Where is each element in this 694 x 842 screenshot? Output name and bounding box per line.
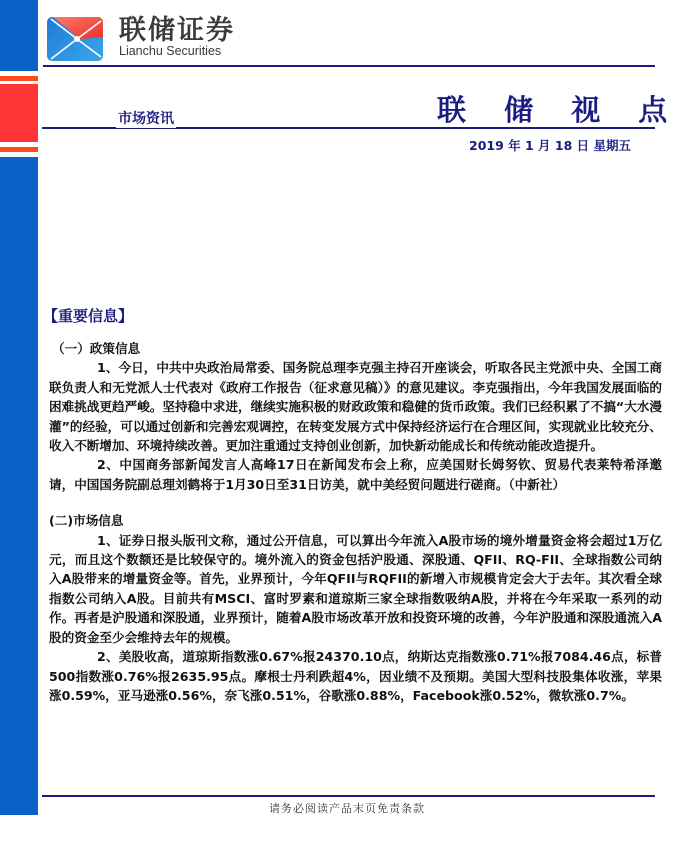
important-info-heading: 【重要信息】: [43, 307, 134, 325]
brand-name-en: Lianchu Securities: [119, 44, 222, 58]
policy-item-2: 2、中国商务部新闻发言人高峰17日在新闻发布会上称，应美国财长姆努钦、贸易代表莱特希泽邀请，中国国务院副总理刘鹤将于1月30日至31日访美，就中美经贸问题进行磋商。（中新社）: [49, 457, 662, 492]
footer-divider: [42, 795, 655, 797]
market-info-heading: (二)市场信息: [49, 513, 124, 529]
sidebar-red-block: [0, 84, 38, 142]
spacer: [40, 494, 662, 511]
lianchu-logo-icon: [47, 17, 103, 61]
sidebar-orange-stripe-1: [0, 76, 38, 81]
footer-disclaimer: 请务必阅读产品末页免责条款: [269, 802, 425, 815]
policy-info-heading: （一）政策信息: [52, 341, 141, 356]
market-item-2: 2、美股收高，道琼斯指数涨0.67%报24370.10点，纳斯达克指数涨0.71%报7084.46点，标普500指数涨0.76%报2635.95点。摩根士丹利跌超4%，因业绩不及预期。美国大型科技股集体收涨，苹果涨0.59%，亚马逊涨0.56%，奈飞涨0.51%，谷歌涨0.88%，Facebook涨0.52%，微软涨0.7%。: [49, 649, 662, 703]
sidebar-blue-block-top: [0, 0, 38, 71]
market-item-1: 1、证券日报头版刊文称，通过公开信息，可以算出今年流入A股市场的境外增量资金将会超过1万亿元，而且这个数额还是比较保守的。境外流入的资金包括沪股通、深股通、QFII、RQ-FII、全球指数公司纳入A股带来的增量资金等。首先，业界预计，今年QFII与RQFII的新增入市规模肯定会大于去年。其次看全球指数公司纳入A股。目前共有MSCI、富时罗素和道琼斯三家全球指数吸纳A股，并将在今年采取一系列的动作。再者是沪股通和深股通，业界预计，随着A股市场改革开放和投资环境的改善，今年沪股通和深股通流入A股的资金至少会维持去年的规模。: [49, 532, 662, 645]
report-body: [40, 306, 662, 705]
header-divider: [43, 65, 655, 67]
report-date: 2019 年 1 月 18 日 星期五: [469, 138, 631, 153]
sidebar-orange-stripe-2: [0, 147, 38, 152]
policy-item-1: 1、今日，中共中央政治局常委、国务院总理李克强主持召开座谈会，听取各民主党派中央、全国工商联负责人和无党派人士代表对《政府工作报告（征求意见稿）》的意见建议。李克强指出，今年我国发展面临的困难挑战更趋严峻。坚持稳中求进，继续实施积极的财政政策和稳健的货币政策。我们已经积累了不搞“大水漫灌”的经验，可以通过创新和完善宏观调控，在转变发展方式中保持经济运行在合理区间，实现就业比较充分、收入不断增加、环境持续改善。更加注重通过支持创业创新，加快新动能成长和传统动能改造提升。: [49, 360, 662, 454]
column-title: 联 储 视 点: [437, 93, 682, 127]
brand-name-cn: 联储证券: [119, 15, 235, 46]
left-color-bar: [0, 0, 38, 842]
section-label: 市场资讯: [118, 111, 174, 127]
sidebar-blue-block-bottom: [0, 157, 38, 815]
